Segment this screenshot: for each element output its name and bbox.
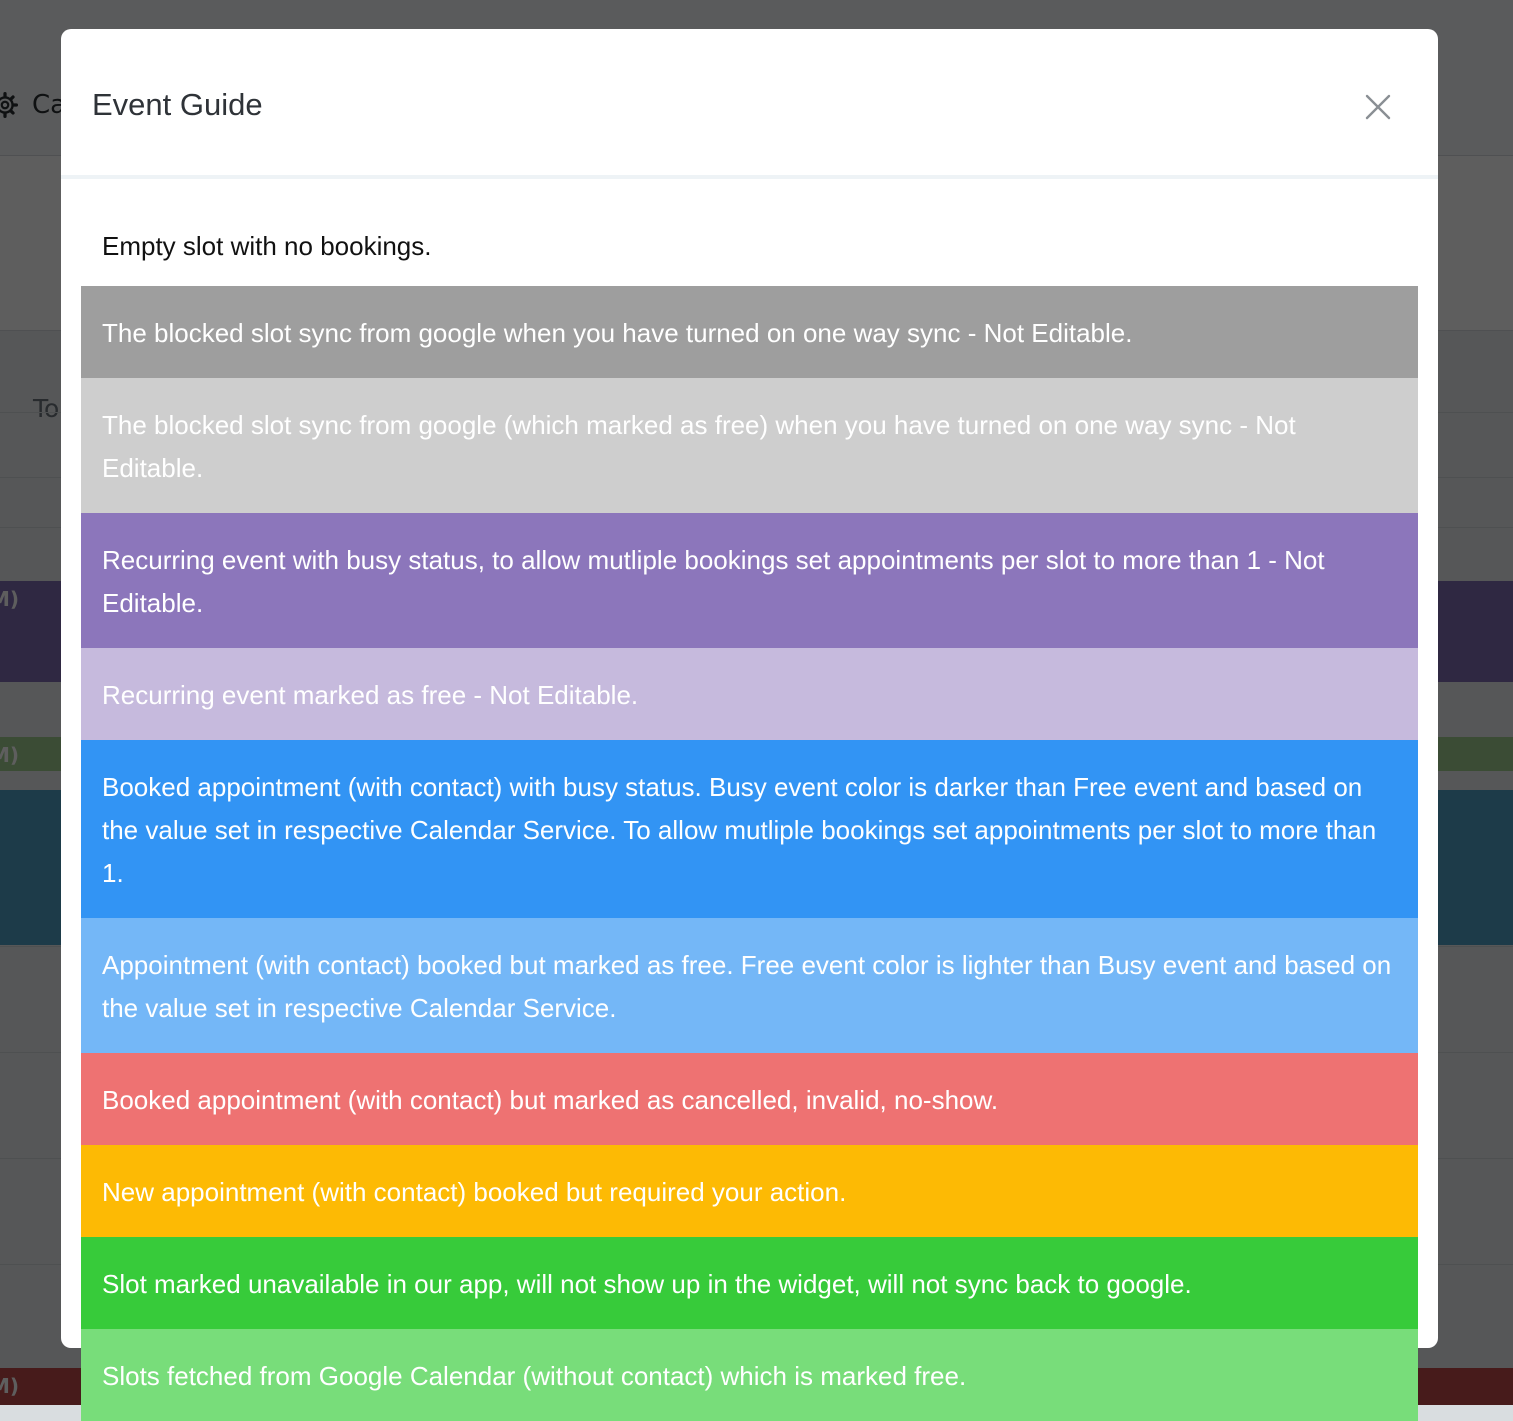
legend-requires-action: New appointment (with contact) booked but required your action. — [81, 1145, 1418, 1237]
event-guide-modal — [61, 29, 1438, 1391]
legend-empty-slot: Empty slot with no bookings. — [102, 231, 432, 261]
legend-booked-busy: Booked appointment (with contact) with busy status. Busy event color is darker than Free event and based on the value set in respective Calendar Service. To allow mutliple bookings set appointments per slot to more than 1. — [81, 740, 1418, 918]
legend-unavailable: Slot marked unavailable in our app, will not show up in the widget, will not sync back to google. — [81, 1237, 1418, 1329]
close-button[interactable] — [1360, 89, 1396, 125]
modal-title: Event Guide — [92, 87, 263, 122]
legend-google-free: Slots fetched from Google Calendar (without contact) which is marked free. — [81, 1329, 1418, 1421]
modal-body — [61, 179, 1438, 1421]
modal-header — [61, 29, 1438, 179]
legend-list — [81, 286, 1418, 1421]
legend-booked-free: Appointment (with contact) booked but marked as free. Free event color is lighter than Busy event and based on the value set in respective Calendar Service. — [81, 918, 1418, 1053]
legend-recurring-free: Recurring event marked as free - Not Editable. — [81, 648, 1418, 740]
legend-cancelled: Booked appointment (with contact) but marked as cancelled, invalid, no-show. — [81, 1053, 1418, 1145]
legend-blocked-google-sync-free: The blocked slot sync from google (which marked as free) when you have turned on one way sync - Not Editable. — [81, 378, 1418, 513]
legend-recurring-busy: Recurring event with busy status, to allow mutliple bookings set appointments per slot to more than 1 - Not Editable. — [81, 513, 1418, 648]
legend-blocked-google-sync: The blocked slot sync from google when you have turned on one way sync - Not Editable. — [81, 286, 1418, 378]
close-icon — [1360, 89, 1396, 125]
